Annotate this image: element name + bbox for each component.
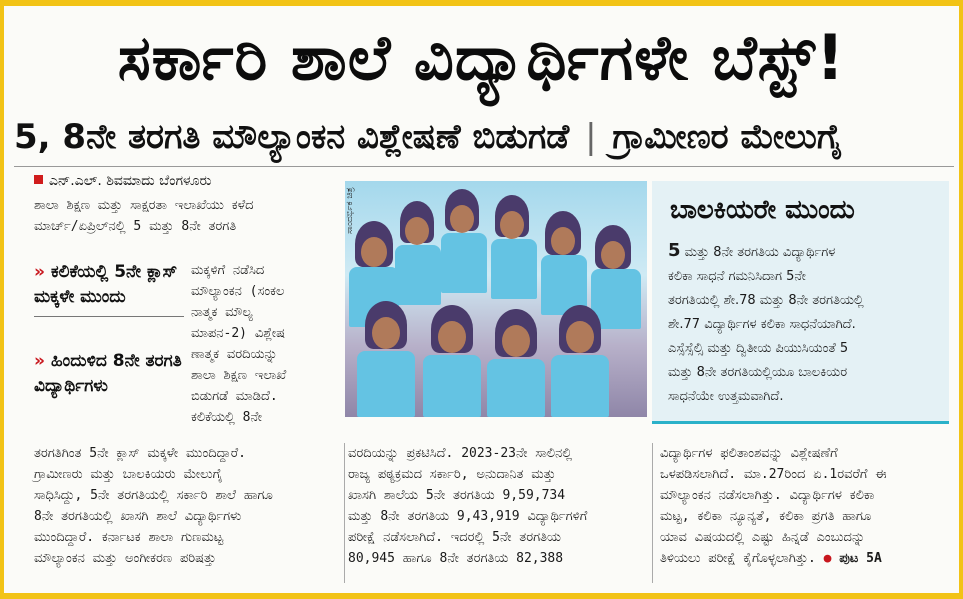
face xyxy=(500,211,524,239)
intro-text xyxy=(34,195,344,237)
continued-marker-icon: ● xyxy=(823,551,832,566)
column-text xyxy=(191,260,341,428)
text-line: ಮೌಲ್ಯಾಂಕನ ನಡೆಸಲಾಗಿತ್ತು. ವಿದ್ಯಾರ್ಥಿಗಳ ಕಲಿಕಾ xyxy=(660,488,875,503)
subhead-right: ಗ್ರಾಮೀಣರ ಮೇಲುಗೈ xyxy=(612,117,843,157)
text-line: ಶೇ.77 ವಿದ್ಯಾರ್ಥಿಗಳ ಕಲಿಕಾ ಸಾಧನೆಯಾಗಿದೆ. xyxy=(668,317,856,332)
text-line: ಮತ್ತು 8ನೇ ತರಗತಿಯಲ್ಲಿಯೂ ಬಾಲಕಿಯರ xyxy=(668,365,848,380)
text-line: 8ನೇ ತರಗತಿಯಲ್ಲಿ ಖಾಸಗಿ ಶಾಲೆ ವಿದ್ಯಾರ್ಥಿಗಳು xyxy=(34,509,242,524)
text-line: ಪರೀಕ್ಷೆ ನಡೆಸಲಾಗಿದೆ. ಇದರಲ್ಲಿ 5ನೇ ತರಗತಿಯ xyxy=(348,530,561,545)
text-line: ಣಾತ್ಮಕ ವರದಿಯನ್ನು xyxy=(191,347,278,362)
text-line: 80,945 ಹಾಗೂ 8ನೇ ತರಗತಿಯ 82,388 xyxy=(348,551,564,566)
face xyxy=(601,241,625,269)
face xyxy=(438,321,466,353)
face xyxy=(361,237,387,267)
face xyxy=(372,317,400,349)
face xyxy=(405,217,429,245)
text-line: ಮಾಪನ-2) ವಿಶ್ಲೇಷ xyxy=(191,326,285,341)
text-line: ಮತ್ತು 8ನೇ ತರಗತಿಯ 9,43,919 ವಿದ್ಯಾರ್ಥಿಗಳಿಗೆ xyxy=(348,509,588,524)
uniform xyxy=(487,359,545,417)
text-line: ವಿದ್ಯಾರ್ಥಿಗಳ ಫಲಿತಾಂಶವನ್ನು ವಿಶ್ಲೇಷಣೆಗೆ xyxy=(660,446,838,461)
lead-number: 5 xyxy=(668,240,681,261)
column-divider xyxy=(344,443,345,583)
text-line: ಒಳಪಡಿಸಲಾಗಿದೆ. ಮಾ.27ರಿಂದ ಏ.1ರವರೆಗೆ ಈ xyxy=(660,467,887,482)
column-text xyxy=(34,443,340,569)
subheadline xyxy=(14,114,954,160)
red-square-icon xyxy=(34,175,43,184)
text-line: ತರಗತಿಯಲ್ಲಿ ಶೇ.78 ಮತ್ತು 8ನೇ ತರಗತಿಯಲ್ಲಿ xyxy=(668,293,864,308)
column-divider xyxy=(652,443,653,583)
divider xyxy=(14,166,954,167)
text-line: ಮಕ್ಕಳಿಗೆ ನಡೆಸಿದ xyxy=(191,263,265,278)
subhead-left: 5, 8ನೇ ತರಗತಿ ಮೌಲ್ಯಾಂಕನ ವಿಶ್ಲೇಷಣೆ ಬಿಡುಗಡೆ xyxy=(14,117,570,157)
text-line: ತಿಳಿಯಲು ಪರೀಕ್ಷೆ ಕೈಗೊಳ್ಳಲಾಗಿತ್ತು. ● ಪುಟ 5A xyxy=(660,551,882,566)
uniform xyxy=(551,355,609,417)
box-title: ಬಾಲಕಿಯರೇ ಮುಂದು xyxy=(670,195,855,225)
students-photo xyxy=(345,181,647,417)
subhead-separator: | xyxy=(585,117,597,157)
box-text xyxy=(668,239,943,409)
text-line: ಖಾಸಗಿ ಶಾಲೆಯ 5ನೇ ತರಗತಿಯ 9,59,734 xyxy=(348,488,566,503)
newspaper-clipping xyxy=(4,6,959,593)
pull-quote xyxy=(34,349,184,399)
pull-quote-text: ಕಲಿಕೆಯಲ್ಲಿ 5ನೇ ಕ್ಲಾಸ್ ಮಕ್ಕಳೇ ಮುಂದು xyxy=(34,262,178,307)
text-line: ಶಾಲಾ ಶಿಕ್ಷಣ ಇಲಾಖೆ xyxy=(191,368,287,383)
text-line: ಮೌಲ್ಯಾಂಕನ (ಸಂಕಲ xyxy=(191,284,285,299)
text-line: ಗ್ರಾಮೀಣರು ಮತ್ತು ಬಾಲಕಿಯರು ಮೇಲುಗೈ xyxy=(34,467,223,482)
text-line: ರಾಜ್ಯ ಪಠ್ಯಕ್ರಮದ ಸರ್ಕಾರಿ, ಅನುದಾನಿತ ಮತ್ತು xyxy=(348,467,556,482)
text-line: ಕಲಿಕೆಯಲ್ಲಿ 8ನೇ xyxy=(191,410,262,425)
divider xyxy=(34,316,184,317)
text-line: 5 ಮತ್ತು 8ನೇ ತರಗತಿಯ ವಿದ್ಯಾರ್ಥಿಗಳ xyxy=(668,240,836,261)
column-text xyxy=(660,443,950,569)
uniform xyxy=(423,355,481,417)
byline xyxy=(34,173,211,189)
text-line: ವರದಿಯನ್ನು ಪ್ರಕಟಿಸಿದೆ. 2023-23ನೇ ಸಾಲಿನಲ್ಲಿ xyxy=(348,446,573,461)
headline: ಸರ್ಕಾರಿ ಶಾಲೆ ವಿದ್ಯಾರ್ಥಿಗಳೇ ಬೆಸ್ಟ್! xyxy=(117,21,846,94)
text-line: ಮುಂದಿದ್ದಾರೆ. ಕರ್ನಾಟಕ ಶಾಲಾ ಗುಣಮಟ್ಟ xyxy=(34,530,224,545)
face xyxy=(551,227,575,255)
text-line: ಶಾಲಾ ಶಿಕ್ಷಣ ಮತ್ತು ಸಾಕ್ಷರತಾ ಇಲಾಖೆಯು ಕಳೆದ xyxy=(34,198,254,213)
uniform xyxy=(441,233,487,293)
text-line: ತರಗತಿಗಿಂತ 5ನೇ ಕ್ಲಾಸ್ ಮಕ್ಕಳೇ ಮುಂದಿದ್ದಾರೆ. xyxy=(34,446,246,461)
uniform xyxy=(357,351,415,417)
text-line: ನಾತ್ಮಕ ಮೌಲ್ಯ xyxy=(191,305,253,320)
chevron-icon: » xyxy=(34,262,45,282)
text-line: ಮಾರ್ಚ್/ಏಪ್ರಿಲ್‌ನಲ್ಲಿ 5 ಮತ್ತು 8ನೇ ತರಗತಿ xyxy=(34,219,237,234)
text-line: ಯಾವ ವಿಷಯದಲ್ಲಿ ಎಷ್ಟು ಹಿನ್ನಡೆ ಎಂಬುದನ್ನು xyxy=(660,530,866,545)
face xyxy=(566,321,594,353)
photo-credit: ಸಾಂದರ್ಭಿಕ ಚಿತ್ರ xyxy=(345,187,355,235)
text-line: ಬಿಡುಗಡೆ ಮಾಡಿದೆ. xyxy=(191,389,278,404)
sidebar-box xyxy=(652,181,949,424)
text-line: ಮಟ್ಟ, ಕಲಿಕಾ ನ್ಯೂನ್ಯತೆ, ಕಲಿಕಾ ಪ್ರಗತಿ ಹಾಗೂ xyxy=(660,509,872,524)
uniform xyxy=(395,245,441,305)
pull-quote xyxy=(34,260,184,310)
continued-reference: ಪುಟ 5A xyxy=(839,551,882,566)
face xyxy=(502,325,530,357)
text-line: ಸಾಧನೆಯೇ ಉತ್ತಮವಾಗಿದೆ. xyxy=(668,389,784,404)
column-text xyxy=(348,443,644,569)
pull-quote-text: ಹಿಂದುಳಿದ 8ನೇ ತರಗತಿ ವಿದ್ಯಾರ್ಥಿಗಳು xyxy=(34,351,182,396)
chevron-icon: » xyxy=(34,351,45,371)
face xyxy=(450,205,474,233)
text-line: ಮೌಲ್ಯಾಂಕನ ಮತ್ತು ಅಂಗೀಕರಣ ಪರಿಷತ್ತು xyxy=(34,551,217,566)
byline-text: ಎನ್.ಎಲ್. ಶಿವಮಾದು ಬೆಂಗಳೂರು xyxy=(49,173,212,189)
text-line: ಕಲಿಕಾ ಸಾಧನೆ ಗಮನಿಸಿದಾಗ 5ನೇ xyxy=(668,269,806,284)
text-line: ಸಾಧಿಸಿದ್ದು, 5ನೇ ತರಗತಿಯಲ್ಲಿ ಸರ್ಕಾರಿ ಶಾಲೆ ಹಾಗೂ xyxy=(34,488,273,503)
uniform xyxy=(491,239,537,299)
text-line: ಎಸ್ಸೆಸ್ಸೆಲ್ಸಿ ಮತ್ತು ದ್ವಿತೀಯ ಪಿಯುಸಿಯಂತೆ 5 xyxy=(668,341,849,356)
